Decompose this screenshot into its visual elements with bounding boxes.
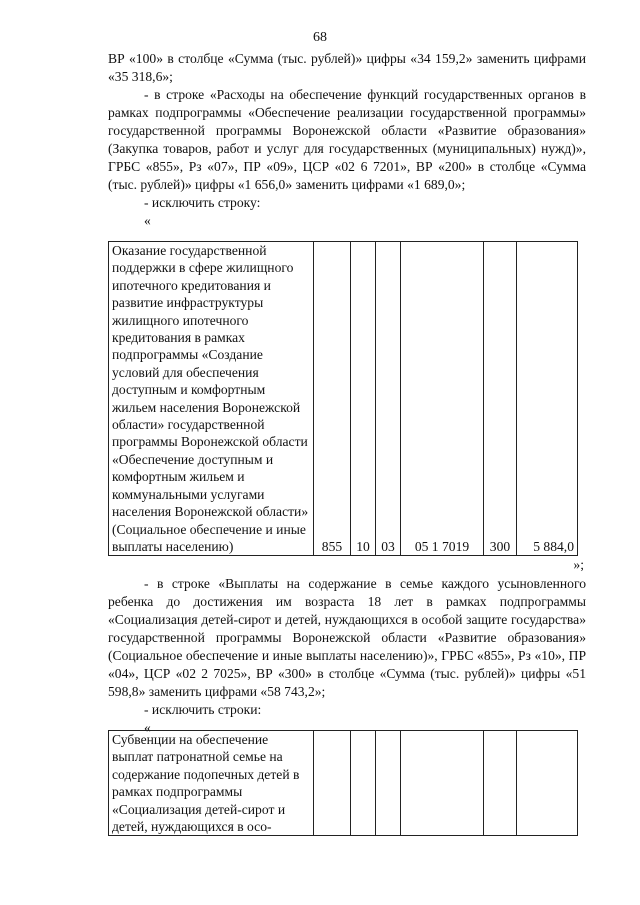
vr-cell: 300 [484, 242, 517, 556]
quote-open: « [144, 213, 151, 228]
rz-cell: 10 [351, 242, 376, 556]
paragraph-1: ВР «100» в столбце «Сумма (тыс. рублей)» цифры «34 159,2» заменить цифрами «35 318,6»; [108, 51, 586, 84]
vr-cell [484, 731, 517, 836]
csr-cell [401, 731, 484, 836]
paragraph-3: - исключить строку: [144, 195, 261, 210]
paragraph-4: - в строке «Выплаты на содержание в семье каждого усыновленного ребенка до достижения им возраста 18 лет в рамках подпрограммы «Социализация детей-сирот и детей, нуждающихся в особой защите государства» государственной программы Воронежской области «Развитие образования» (Социальное обеспечение и иные выплаты населению)», ГРБС «855», Рз «10», ПР «04», ЦСР «02 2 7025», ВР «300» в столбце «Сумма (тыс. рублей)» цифры «51 598,8» заменить цифрами «58 743,2»; [108, 576, 586, 699]
excluded-row-table-1 [108, 241, 578, 556]
csr-cell: 05 1 7019 [401, 242, 484, 556]
page-number: 68 [313, 30, 327, 45]
pr-cell: 03 [376, 242, 401, 556]
grbs-cell [314, 731, 351, 836]
excluded-row-table-2 [108, 730, 578, 836]
table-row [109, 242, 578, 556]
paragraph-5: - исключить строки: [144, 702, 262, 717]
body-text-top [108, 50, 586, 230]
row-name-cell: Оказание государственной поддержки в сфере жилищного ипотечного кредитования и развитие инфраструктуры жилищного ипотечного кредитования в рамках подпрограммы «Создание условий для обеспечения доступным и комфортным жильем населения Воронежской области» государственной программы Воронежской области «Обеспечение доступным и комфортным жильем и коммунальными услугами населения Воронежской области» (Социальное обеспечение и иные выплаты населению) [109, 242, 314, 556]
rz-cell [351, 731, 376, 836]
quote-open-2: « [144, 720, 151, 735]
sum-cell: 5 884,0 [517, 242, 578, 556]
sum-cell [517, 731, 578, 836]
pr-cell [376, 731, 401, 836]
quote-close: »; [573, 557, 584, 572]
row-name-cell: Субвенции на обеспечение выплат патронатной семье на содержание подопечных детей в рамках подпрограммы «Социализация детей-сирот и детей, нуждающихся в осо- [109, 731, 314, 836]
table-row [109, 731, 578, 836]
grbs-cell: 855 [314, 242, 351, 556]
paragraph-2: - в строке «Расходы на обеспечение функций государственных органов в рамках подпрограммы «Обеспечение реализации государственной программы» государственной программы Воронежской области «Развитие образования» (Закупка товаров, работ и услуг для государственных (муниципальных) нужд)», ГРБС «855», Рз «07», ПР «09», ЦСР «02 6 7201», ВР «200» в столбце «Сумма (тыс. рублей)» цифры «1 656,0» заменить цифрами «1 689,0»; [108, 87, 586, 192]
body-text-bottom [108, 575, 586, 737]
